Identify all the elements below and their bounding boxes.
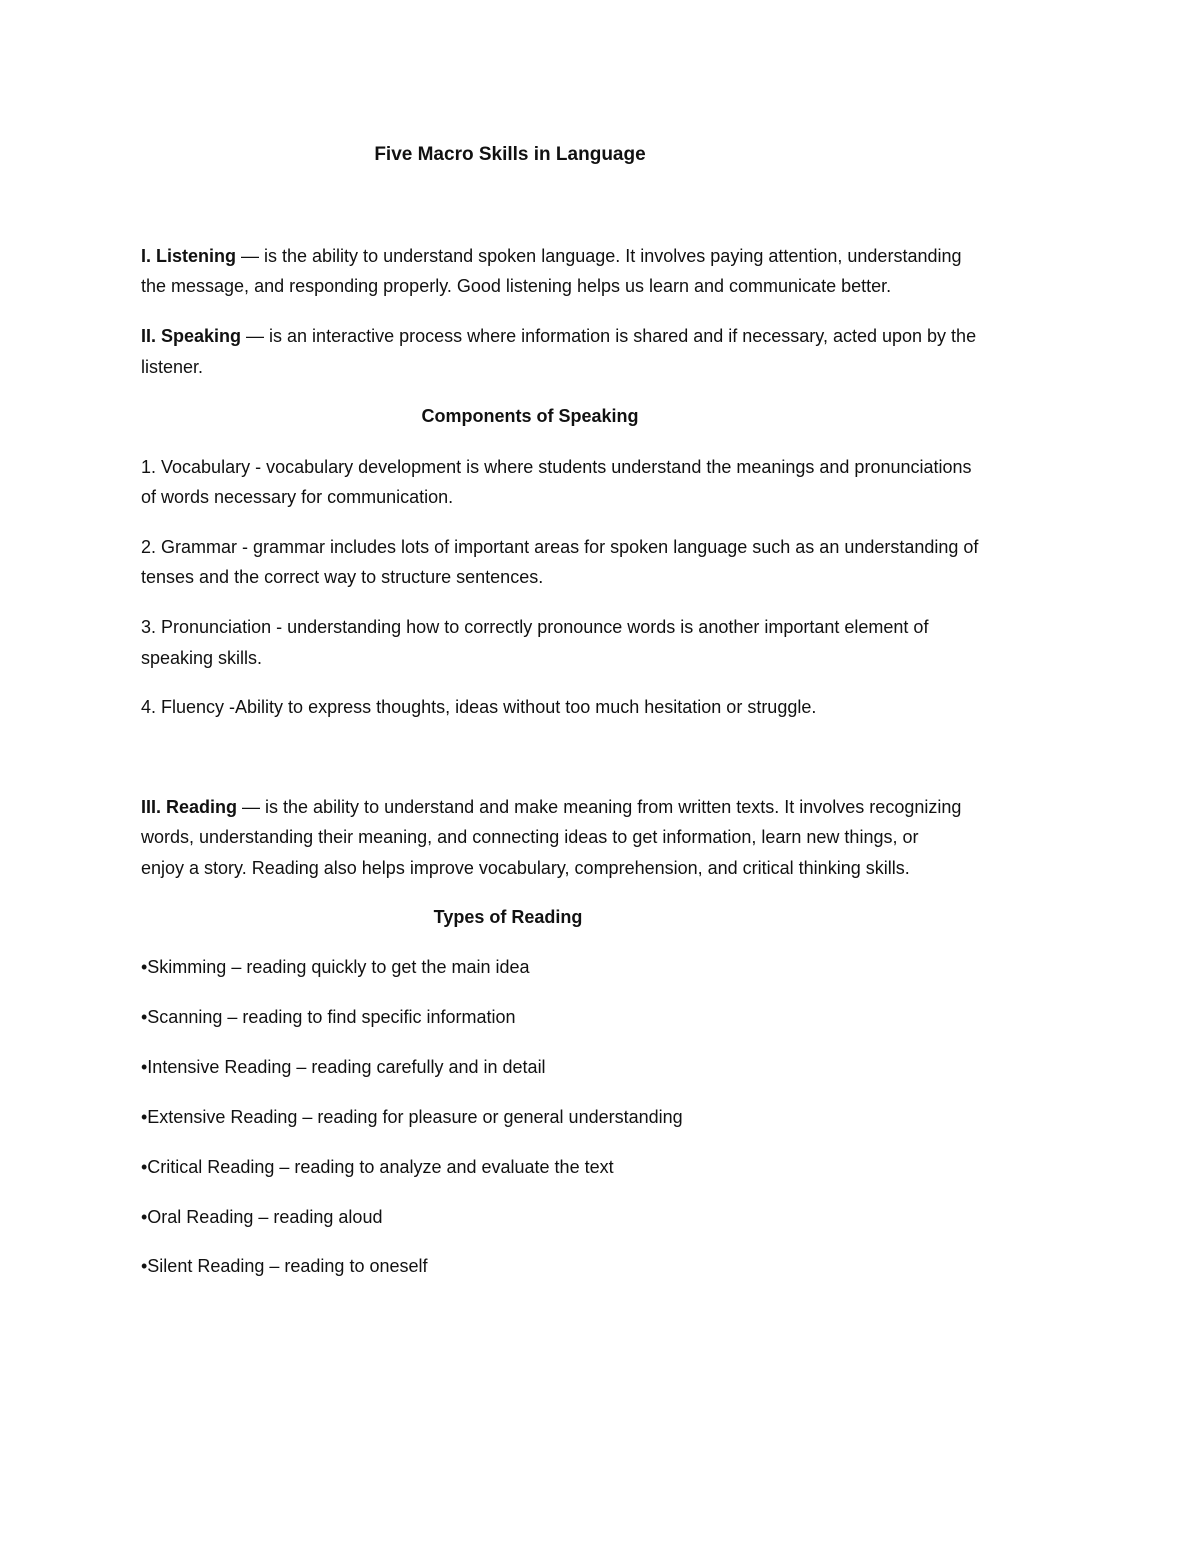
- reading-text-2: words, understanding their meaning, and connecting ideas to get information, learn new things, or: [141, 827, 919, 847]
- speaking-label: II. Speaking: [141, 326, 242, 346]
- types-list-item: •Critical Reading – reading to analyze and evaluate the text: [141, 1157, 614, 1177]
- speaking-text-2: listener.: [141, 357, 204, 377]
- types-list-item: •Intensive Reading – reading carefully and in detail: [141, 1057, 546, 1077]
- types-list-item: •Extensive Reading – reading for pleasure or general understanding: [141, 1107, 683, 1127]
- component-item-2-line-1: 2. Grammar - grammar includes lots of important areas for spoken language such as an understanding of: [141, 537, 979, 557]
- component-item-3-line-1: 3. Pronunciation - understanding how to correctly pronounce words is another important element of: [141, 617, 929, 637]
- document-title: Five Macro Skills in Language: [374, 144, 646, 165]
- listening-text-1: — is the ability to understand spoken language. It involves paying attention, understanding: [236, 246, 962, 266]
- component-item-3-line-2: speaking skills.: [141, 648, 263, 668]
- reading-text-3: enjoy a story. Reading also helps improve vocabulary, comprehension, and critical thinking skills.: [141, 858, 910, 878]
- types-list-item: •Silent Reading – reading to oneself: [141, 1256, 428, 1276]
- speaking-paragraph-line-1: [141, 324, 976, 348]
- component-item-4-line-1: 4. Fluency -Ability to express thoughts, ideas without too much hesitation or struggle.: [141, 697, 817, 717]
- types-list-item: •Scanning – reading to find specific information: [141, 1007, 516, 1027]
- speaking-text-1: — is an interactive process where information is shared and if necessary, acted upon by the: [241, 326, 977, 346]
- types-list-item: •Oral Reading – reading aloud: [141, 1207, 383, 1227]
- listening-text-2: the message, and responding properly. Good listening helps us learn and communicate better.: [141, 276, 892, 296]
- reading-label: III. Reading: [141, 797, 238, 817]
- component-item-2-line-2: tenses and the correct way to structure sentences.: [141, 567, 544, 587]
- component-item-1-line-2: of words necessary for communication.: [141, 487, 454, 507]
- reading-text-1: — is the ability to understand and make meaning from written texts. It involves recognizing: [237, 797, 962, 817]
- listening-label: I. Listening: [141, 246, 237, 266]
- components-heading: Components of Speaking: [421, 406, 639, 426]
- types-heading: Types of Reading: [433, 907, 583, 927]
- component-item-1-line-1: 1. Vocabulary - vocabulary development is where students understand the meanings and pronunciations: [141, 457, 972, 477]
- reading-paragraph-line-1: [141, 795, 961, 819]
- listening-paragraph-line-1: [141, 244, 962, 268]
- types-list-item: •Skimming – reading quickly to get the main idea: [141, 957, 530, 977]
